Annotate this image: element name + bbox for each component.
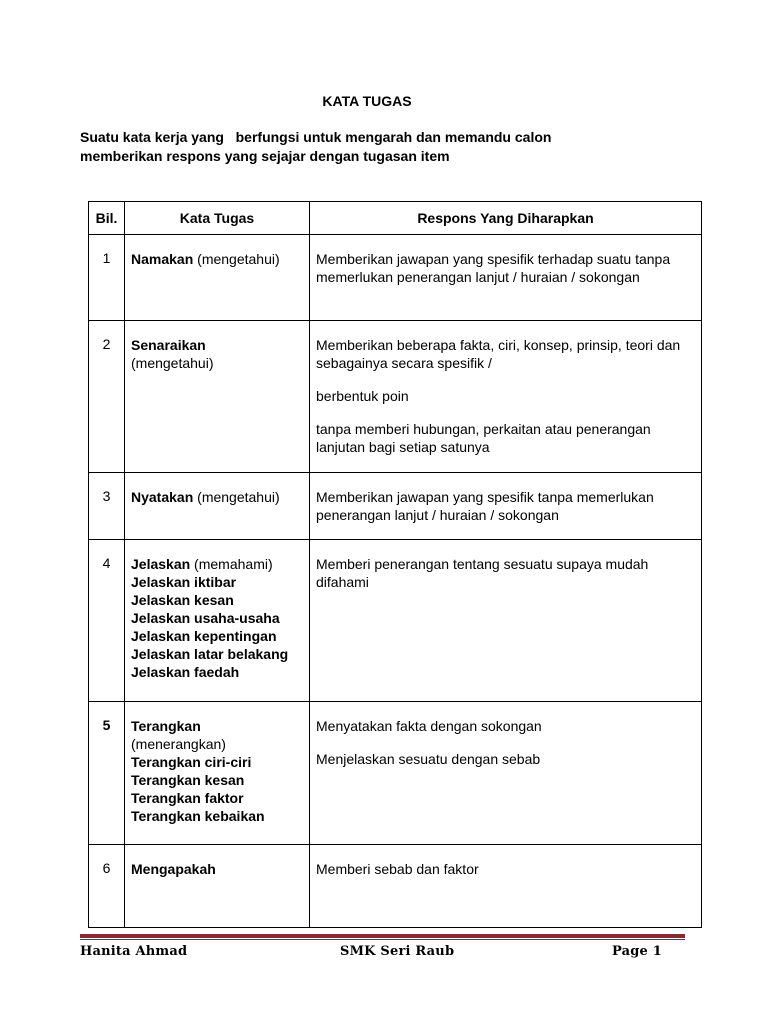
kata-tugas-term: Jelaskan [131, 556, 191, 572]
header-kata-tugas: Kata Tugas [125, 202, 310, 235]
respons-text: Memberikan jawapan yang spesifik tanpa memerlukan penerangan lanjut / huraian / sokongan [316, 489, 654, 523]
kata-tugas-variant: Jelaskan iktibar [131, 574, 237, 590]
kata-tugas-variant: Jelaskan latar belakang [131, 646, 289, 662]
row-number: 6 [89, 845, 125, 928]
intro-line-2: memberikan respons yang sejajar dengan tugasan item [80, 148, 450, 164]
row-number: 4 [89, 540, 125, 702]
respons-cell [310, 702, 702, 845]
kata-tugas-variant: Terangkan kesan [131, 772, 245, 788]
kata-tugas-cell [125, 235, 310, 321]
table-row [89, 321, 702, 473]
row-number: 2 [89, 321, 125, 473]
kata-tugas-level: (mengetahui) [131, 355, 214, 371]
footer-author: Hanita Ahmad [80, 944, 188, 959]
page-title: KATA TUGAS [322, 93, 412, 109]
header-bil: Bil. [89, 202, 125, 235]
respons-text: Memberi sebab dan faktor [316, 861, 479, 877]
footer-school: SMK Seri Raub [340, 944, 455, 959]
footer-page-number: Page 1 [612, 944, 662, 959]
respons-text: Memberi penerangan tentang sesuatu supaya mudah difahami [316, 556, 649, 590]
kata-tugas-variant: Jelaskan kepentingan [131, 628, 277, 644]
respons-text: Memberikan beberapa fakta, ciri, konsep, prinsip, teori dan sebagainya secara spesifik / [316, 337, 681, 371]
table-row [89, 845, 702, 928]
kata-tugas-term: Namakan [131, 251, 194, 267]
kata-tugas-variant: Terangkan ciri-ciri [131, 754, 252, 770]
intro-paragraph [80, 128, 700, 166]
kata-tugas-variant: Terangkan kebaikan [131, 808, 265, 824]
table-row [89, 702, 702, 845]
intro-line-1: Suatu kata kerja yang berfungsi untuk mengarah dan memandu calon [80, 129, 552, 145]
kata-tugas-cell [125, 702, 310, 845]
respons-text: Memberikan jawapan yang spesifik terhadap suatu tanpa memerlukan penerangan lanjut / huraian / sokongan [316, 251, 671, 285]
row-number: 5 [89, 702, 125, 845]
kata-tugas-variant: Jelaskan faedah [131, 664, 240, 680]
respons-cell [310, 321, 702, 473]
respons-cell [310, 845, 702, 928]
kata-tugas-variant: Terangkan faktor [131, 790, 244, 806]
kata-tugas-variant: Jelaskan usaha-usaha [131, 610, 280, 626]
respons-text: Menyatakan fakta dengan sokongan [316, 718, 542, 734]
table-header-row [89, 202, 702, 235]
table-row [89, 540, 702, 702]
header-respons: Respons Yang Diharapkan [310, 202, 702, 235]
kata-tugas-term: Terangkan [131, 718, 201, 734]
respons-text: Menjelaskan sesuatu dengan sebab [316, 751, 541, 767]
respons-cell [310, 473, 702, 540]
table-row [89, 473, 702, 540]
kata-tugas-term: Mengapakah [131, 861, 216, 877]
row-number: 1 [89, 235, 125, 321]
kata-tugas-cell [125, 540, 310, 702]
respons-cell [310, 235, 702, 321]
respons-cell [310, 540, 702, 702]
respons-text: berbentuk poin [316, 388, 409, 404]
kata-tugas-level: (mengetahui) [193, 489, 280, 505]
kata-tugas-level: (mengetahui) [193, 251, 280, 267]
kata-tugas-term: Senaraikan [131, 337, 206, 353]
footer-rule-thin [80, 939, 685, 940]
kata-tugas-cell [125, 473, 310, 540]
table-row [89, 235, 702, 321]
row-number: 3 [89, 473, 125, 540]
kata-tugas-variant: Jelaskan kesan [131, 592, 234, 608]
kata-tugas-cell [125, 845, 310, 928]
kata-tugas-table [88, 201, 702, 928]
respons-text: tanpa memberi hubungan, perkaitan atau penerangan lanjutan bagi setiap satunya [316, 421, 651, 455]
footer-rule-thick [80, 934, 685, 938]
kata-tugas-level: (memahami) [190, 556, 273, 572]
kata-tugas-level: (menerangkan) [131, 736, 226, 752]
kata-tugas-cell [125, 321, 310, 473]
kata-tugas-term: Nyatakan [131, 489, 194, 505]
